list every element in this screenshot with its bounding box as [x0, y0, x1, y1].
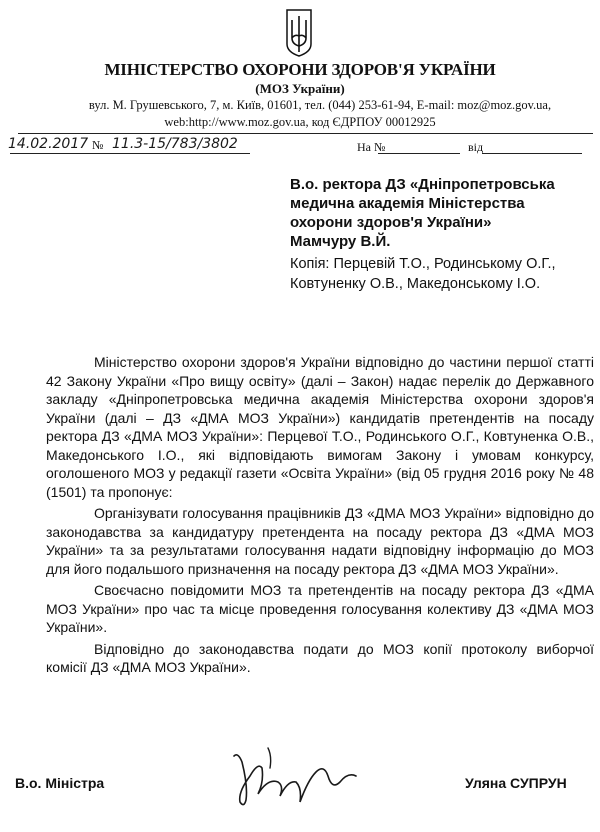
letter-body — [46, 353, 594, 679]
copy-line: Ковтуненку О.В., Македонському І.О. — [290, 276, 541, 292]
body-paragraph: Міністерство охорони здоров'я України відповідно до частини першої статті 42 Закону України «Про вищу освіту» (далі – Закон) надає перелік до Державного закладу «Дніпропетровська медична академія Міністерства охорони здоров'я України (далі – ДЗ «ДМА МОЗ України») кандидатів претендентів на посаду ректора ДЗ «ДМА МОЗ України»: Перцевої Т.О., Родинського О.Г., Ковтуненка О.В., Македонського І.О., які відповідають вимогам Закону і умовам конкурсу, оголошеного МОЗ у редакції газети «Освіта України» (від 05 грудня 2016 року № 48 (1501) та пропонує: — [46, 354, 594, 500]
signatory-name: Уляна СУПРУН — [465, 775, 567, 791]
body-paragraph: Відповідно до законодавства подати до МОЗ копії протоколу виборчої комісії ДЗ «ДМА МОЗ України». — [46, 640, 594, 675]
handwritten-signature — [228, 742, 363, 812]
reply-date-blank — [482, 153, 582, 154]
ministry-name: МІНІСТЕРСТВО ОХОРОНИ ЗДОРОВ'Я УКРАЇНИ — [104, 60, 496, 79]
trident-emblem-icon — [284, 8, 314, 58]
signatory-title: В.о. Міністра — [15, 775, 105, 791]
ministry-address: вул. М. Грушевського, 7, м. Київ, 01601, тел. (044) 253-61-94, E-mail: moz@moz.gov.ua, — [88, 98, 552, 112]
header-divider — [18, 133, 593, 134]
addressee-block — [290, 175, 590, 251]
registration-date: 14.02.2017 — [8, 136, 89, 152]
ministry-web-code: web:http://www.moz.gov.ua, код ЄДРПОУ 00012925 — [164, 115, 436, 129]
registration-number: 11.3-15/783/3802 — [112, 136, 238, 152]
addressee-line: Мамчуру В.Й. — [290, 233, 391, 250]
addressee-line: охорони здоров'я України» — [290, 214, 492, 231]
body-paragraph: Організувати голосування працівників ДЗ «ДМА МОЗ України» відповідно до законодавства за кандидатуру претендента на посаду ректора ДЗ «ДМА МОЗ України» та за результатами голосування надати відповідну інформацію до МОЗ для його подальшого призначення на посаду ректора ДЗ «ДМА МОЗ України». — [46, 505, 594, 577]
reply-date-label: від — [468, 140, 484, 154]
reply-number-label: На № — [357, 140, 386, 154]
body-paragraph: Своєчасно повідомити МОЗ та претендентів на посаду ректора ДЗ «ДМА МОЗ України» про час та місце проведення голосування колективу ДЗ «ДМА МОЗ України». — [46, 582, 594, 635]
registration-number-label: № — [92, 138, 104, 152]
ministry-abbreviation: (МОЗ України) — [255, 81, 345, 96]
copy-recipients — [290, 254, 590, 294]
addressee-line: медична академія Міністерства — [290, 195, 525, 212]
registration-underline — [10, 153, 250, 154]
reply-number-blank — [378, 153, 460, 154]
copy-line: Копія: Перцевій Т.О., Родинському О.Г., — [290, 256, 556, 272]
addressee-line: В.о. ректора ДЗ «Дніпропетровська — [290, 176, 555, 193]
